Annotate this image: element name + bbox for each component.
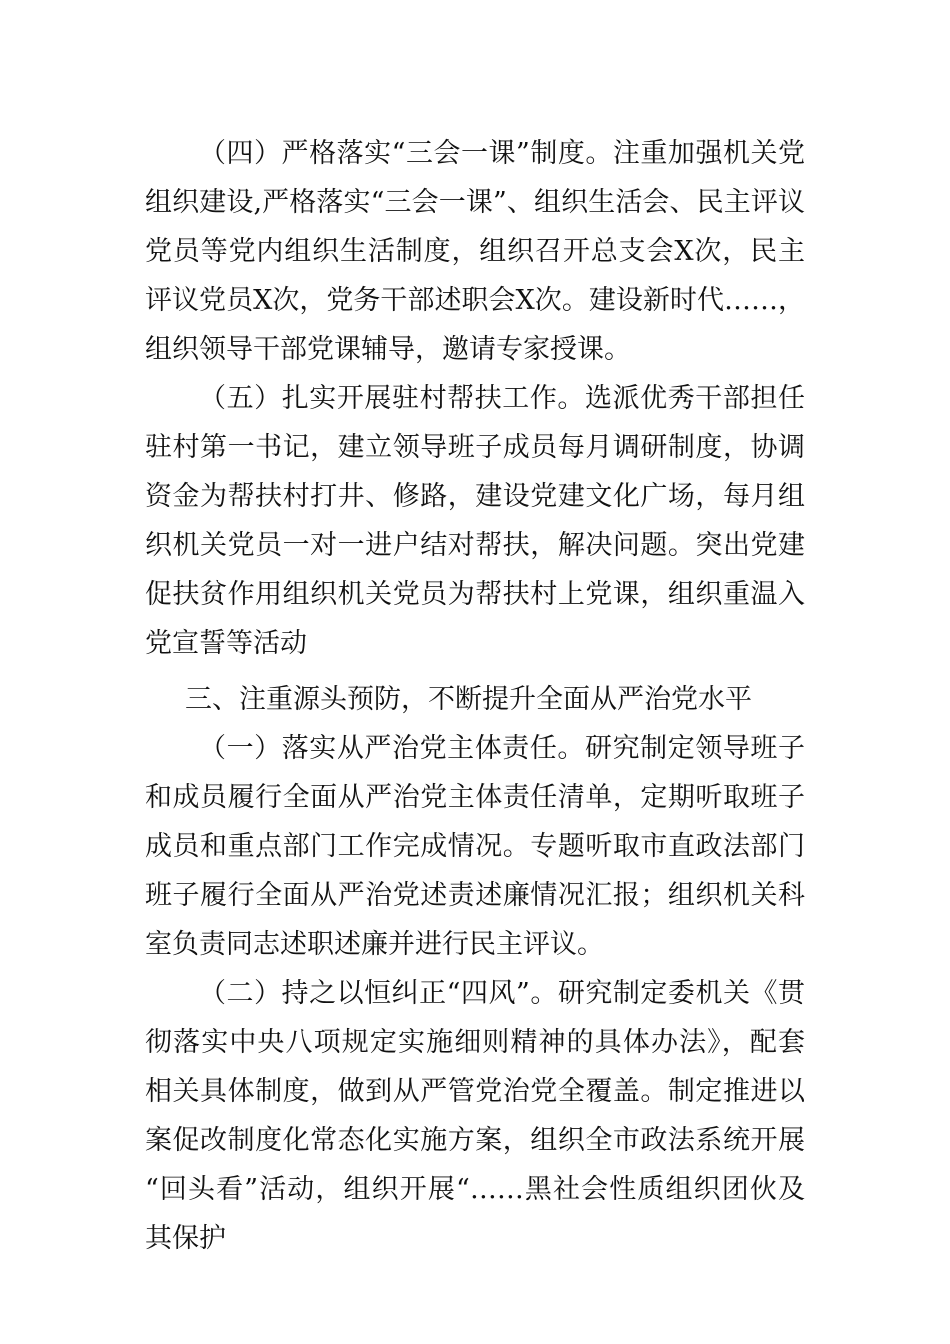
section-heading: 三、注重源头预防，不断提升全面从严治党水平 <box>185 684 752 715</box>
top-text-block <box>145 129 805 668</box>
paragraph-two: （二）持之以恒纠正“四风”。研究制定委机关《贯彻落实中央八项规定实施细则精神的具体办法》，配套相关具体制度，做到从严管党治党全覆盖。制定推进以案促改制度化常态化实施方案，组织全市政法系统开展 “回头看”活动，组织开展“……黑社会性质组织团伙及其保护 <box>145 978 805 1254</box>
paragraph-five: （五）扎实开展驻村帮扶工作。选派优秀干部担任驻村第一书记，建立领导班子成员每月调研制度，协调资金为帮扶村打井、修路，建设党建文化广场，每月组织机关党员一对一进户结对帮扶，解决问题。突出党建促扶贫作用组织机关党员为帮扶村上党课，组织重温入党宣誓等活动 <box>145 383 805 659</box>
bottom-text-block <box>145 724 805 1263</box>
paragraph-one: （一）落实从严治党主体责任。研究制定领导班子和成员履行全面从严治党主体责任清单，定期听取班子成员和重点部门工作完成情况。专题听取市直政法部门班子履行全面从严治党述责述廉情况汇报；组织机关科室负责同志述职述廉并进行民主评议。 <box>145 733 805 960</box>
paragraph-four: （四）严格落实“三会一课”制度。注重加强机关党组织建设,严格落实“三会一课”、组织生活会、民主评议党员等党内组织生活制度，组织召开总支会X次，民主评议党员X次，党务干部述职会X次。建设新时代……，组织领导干部党课辅导，邀请专家授课。 <box>145 138 805 365</box>
